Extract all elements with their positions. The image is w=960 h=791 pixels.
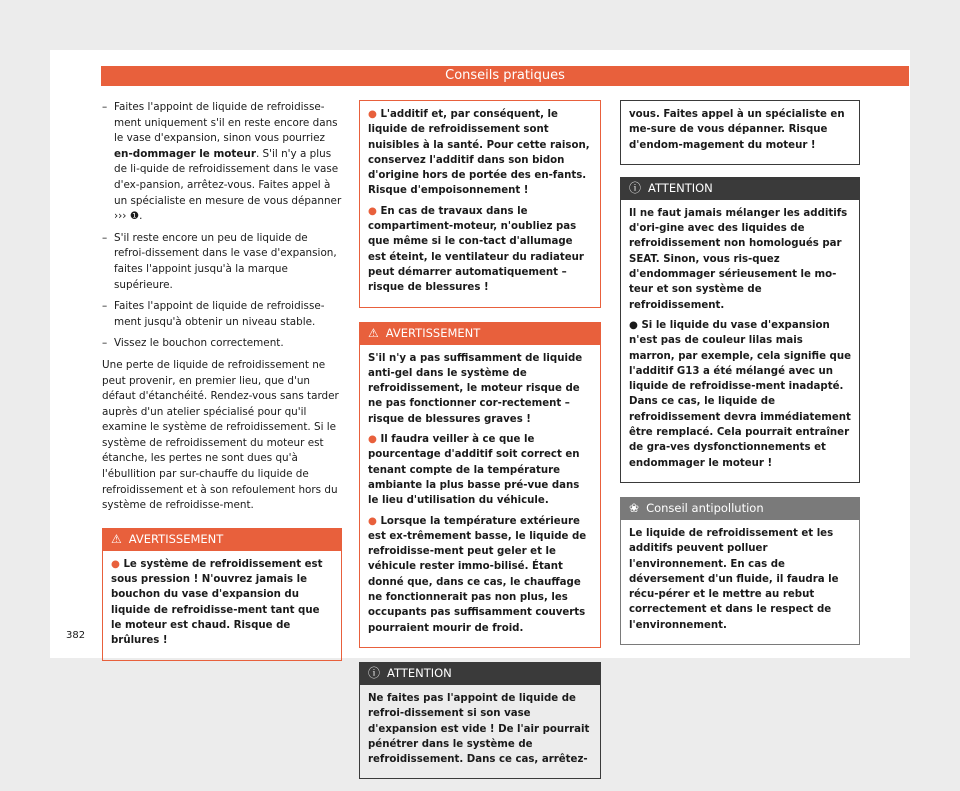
column-right — [620, 100, 860, 657]
warning-box: ⚠ AVERTISSEMENT ● Le système de refroidissement est sous pression ! N'ouvrez jamais le bouchon du vase d'expansion du liquide de refroidisse-ment tant que le moteur est chaud. Risque de brûlures ! — [102, 528, 342, 661]
body-paragraph: Une perte de liquide de refroidissement ne peut provenir, en premier lieu, que d'un défaut d'étanchéité. Rendez-vous sans tarder auprès d'un atelier spécialisé pour qu'il examine le système de refroidissement. Si le système de refroidissement du moteur est étanche, les pertes ne sont dues qu'à l'ébullition par sur-chauffe du liquide de refroidissement et à son refoulement hors du système de refroidisse-ment. — [102, 358, 339, 512]
info-circle-icon: ⓘ — [368, 666, 381, 681]
list-item: – Vissez le bouchon correctement. — [102, 336, 342, 352]
info-circle-icon: ⓘ — [629, 181, 642, 196]
warning-box: ⚠ AVERTISSEMENT S'il n'y a pas suffisamment de liquide anti-gel dans le système de refroidissement, le moteur risque de ne pas fonctionner cor-rectement – risque de blessures graves ! ● Il faudra veiller à ce que le pourcentage d'additif soit correct en tenant compte de la température ambiante la plus basse pré-vue dans le lieu d'utilisation du véhicule. ● Lorsque la température extérieure est ex-trêmement basse, le liquide de refroidisse-ment peut geler et le véhicule rester immo-bilisé. Étant donné que, dans ce cas, le chauffage ne fonctionnerait pas non plus, les occupants pas suffisamment couverts pourraient mourir de froid. — [359, 322, 601, 648]
column-left — [102, 100, 342, 673]
list-item: – Faites l'appoint de liquide de refroidisse-ment jusqu'à obtenir un niveau stable. — [102, 299, 342, 330]
eco-tip-box: ❀ Conseil antipollution Le liquide de refroidissement et les additifs peuvent polluer l'environnement. En cas de déversement d'un fluide, il faudra le récu-pérer et le mettre au rebut correctement et dans le respect de l'environnement. — [620, 497, 860, 645]
warning-box-continued: ● L'additif et, par conséquent, le liquide de refroidissement sont nuisibles à la santé. Pour cette raison, conservez l'additif dans son bidon d'origine hors de portée des en-fants. Risque d'empoisonnement ! ● En cas de travaux dans le compartiment-moteur, n'oubliez pas que même si le con-tact d'allumage est éteint, le ventilateur du radiateur peut démarrer automatiquement – risque de blessures ! — [359, 100, 601, 308]
page-header: Conseils pratiques — [101, 66, 909, 86]
column-middle — [359, 100, 601, 791]
attention-box: ⓘ ATTENTION Il ne faut jamais mélanger les additifs d'ori-gine avec des liquides de refroidissement non homologués par SEAT. Sinon, vous ris-quez d'endommager sérieusement le mo-teur et son système de refroidissement. ● Si le liquide du vase d'expansion n'est pas de couleur lilas mais marron, par exemple, cela signifie que l'additif G13 a été mélangé avec un liquide de refroidisse-ment inadapté. Dans ce cas, le liquide de refroidissement devra immédiatement être remplacé. Cela pourrait entraîner de gra-ves dysfonctionnements et endommager le moteur ! — [620, 177, 860, 483]
warning-triangle-icon: ⚠ — [368, 325, 379, 340]
eco-flower-icon: ❀ — [629, 501, 640, 516]
warning-triangle-icon: ⚠ — [111, 532, 122, 547]
attention-box: ⓘ ATTENTION Ne faites pas l'appoint de liquide de refroi-dissement si son vase d'expansion est vide ! De l'air pourrait pénétrer dans le système de refroidissement. Dans ce cas, arrêtez- — [359, 662, 601, 779]
list-item: – Faites l'appoint de liquide de refroidisse-ment uniquement s'il en reste encore dans le vase d'expansion, sinon vous pourriez en-dommager le moteur. S'il n'y a plus de li-quide de refroidissement dans le vase d'ex-pansion, arrêtez-vous. Faites appel à un spécialiste en mesure de vous dépanner ››› ❶. — [102, 100, 342, 225]
cross-reference: ››› ❶. — [114, 210, 143, 223]
list-item: – S'il reste encore un peu de liquide de refroi-dissement dans le vase d'expansion, faites l'appoint jusqu'à la marque supérieure. — [102, 231, 342, 293]
attention-box-continued: vous. Faites appel à un spécialiste en me-sure de vous dépanner. Risque d'endom-magement du moteur ! — [620, 100, 860, 165]
manual-page — [50, 50, 910, 766]
page-number: 382 — [66, 630, 86, 641]
